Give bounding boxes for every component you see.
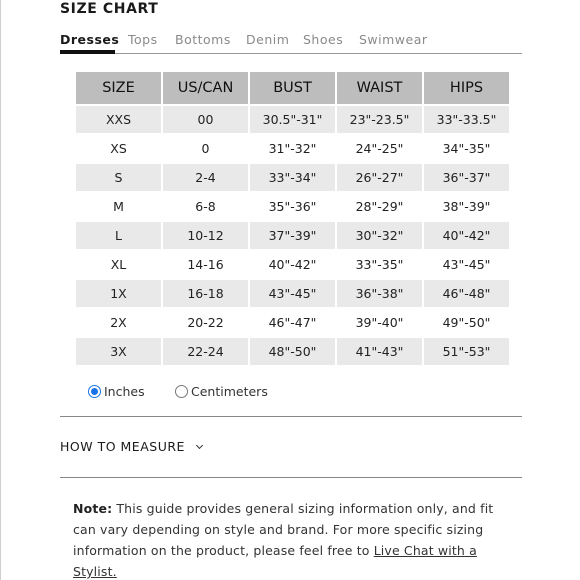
- table-cell: 35"-36": [250, 193, 335, 220]
- table-cell: 3X: [76, 338, 161, 365]
- table-cell: 34"-35": [424, 135, 509, 162]
- table-cell: 43"-45": [424, 251, 509, 278]
- size-chart-table: [74, 70, 511, 367]
- table-cell: 46"-47": [250, 309, 335, 336]
- sizing-note: [73, 498, 503, 580]
- table-cell: XXS: [76, 106, 161, 133]
- table-cell: 38"-39": [424, 193, 509, 220]
- table-cell: 30"-32": [337, 222, 422, 249]
- table-cell: L: [76, 222, 161, 249]
- live-chat-link[interactable]: Live Chat with a Stylist.: [73, 543, 477, 579]
- table-cell: 6-8: [163, 193, 248, 220]
- category-tabs: [60, 32, 522, 54]
- table-cell: 20-22: [163, 309, 248, 336]
- tab-denim[interactable]: Denim: [246, 32, 290, 47]
- table-cell: 49"-50": [424, 309, 509, 336]
- table-cell: 33"-34": [250, 164, 335, 191]
- table-row: [76, 135, 509, 162]
- table-cell: 16-18: [163, 280, 248, 307]
- table-cell: 00: [163, 106, 248, 133]
- table-row: [76, 222, 509, 249]
- table-cell: 23"-23.5": [337, 106, 422, 133]
- how-to-measure-label: HOW TO MEASURE: [60, 439, 185, 454]
- table-cell: 22-24: [163, 338, 248, 365]
- table-cell: 0: [163, 135, 248, 162]
- table-cell: 31"-32": [250, 135, 335, 162]
- table-cell: 28"-29": [337, 193, 422, 220]
- tab-bottoms[interactable]: Bottoms: [175, 32, 231, 47]
- table-cell: 48"-50": [250, 338, 335, 365]
- table-cell: 10-12: [163, 222, 248, 249]
- note-label: Note:: [73, 501, 113, 516]
- table-cell: 36"-38": [337, 280, 422, 307]
- table-row: [76, 251, 509, 278]
- table-cell: 36"-37": [424, 164, 509, 191]
- table-row: [76, 164, 509, 191]
- tab-shoes[interactable]: Shoes: [303, 32, 344, 47]
- divider: [60, 416, 522, 417]
- inches-label: Inches: [104, 384, 145, 399]
- centimeters-label: Centimeters: [191, 384, 268, 399]
- table-cell: 26"-27": [337, 164, 422, 191]
- table-row: [76, 338, 509, 365]
- active-tab-indicator: [60, 50, 115, 54]
- column-header-size: SIZE: [76, 72, 161, 104]
- inches-option[interactable]: [88, 384, 145, 399]
- table-header-row: [76, 72, 509, 104]
- table-cell: 37"-39": [250, 222, 335, 249]
- note-text: This guide provides general sizing information only, and fit can vary depending on style and brand. For more specific sizing information on the product, please feel free to: [73, 501, 494, 558]
- table-cell: XL: [76, 251, 161, 278]
- table-cell: 14-16: [163, 251, 248, 278]
- table-cell: 39"-40": [337, 309, 422, 336]
- table-cell: S: [76, 164, 161, 191]
- divider: [60, 477, 522, 478]
- table-cell: 30.5"-31": [250, 106, 335, 133]
- table-cell: XS: [76, 135, 161, 162]
- tab-dresses[interactable]: Dresses: [60, 32, 120, 47]
- table-row: [76, 193, 509, 220]
- centimeters-option[interactable]: [175, 384, 268, 399]
- inches-radio[interactable]: [88, 385, 101, 398]
- tab-tops[interactable]: Tops: [128, 32, 158, 47]
- table-cell: M: [76, 193, 161, 220]
- table-cell: 2X: [76, 309, 161, 336]
- table-cell: 24"-25": [337, 135, 422, 162]
- column-header-hips: HIPS: [424, 72, 509, 104]
- column-header-waist: WAIST: [337, 72, 422, 104]
- table-cell: 51"-53": [424, 338, 509, 365]
- page-title: SIZE CHART: [60, 1, 159, 17]
- table-cell: 33"-33.5": [424, 106, 509, 133]
- table-row: [76, 280, 509, 307]
- table-cell: 1X: [76, 280, 161, 307]
- tab-swimwear[interactable]: Swimwear: [359, 32, 428, 47]
- page-edge: [0, 0, 1, 580]
- table-row: [76, 106, 509, 133]
- table-cell: 41"-43": [337, 338, 422, 365]
- column-header-us-can: US/CAN: [163, 72, 248, 104]
- table-cell: 33"-35": [337, 251, 422, 278]
- centimeters-radio[interactable]: [175, 385, 188, 398]
- table-cell: 40"-42": [250, 251, 335, 278]
- table-row: [76, 309, 509, 336]
- column-header-bust: BUST: [250, 72, 335, 104]
- table-cell: 46"-48": [424, 280, 509, 307]
- chevron-down-icon: [196, 441, 203, 448]
- table-cell: 2-4: [163, 164, 248, 191]
- how-to-measure-toggle[interactable]: [60, 439, 202, 454]
- table-cell: 43"-45": [250, 280, 335, 307]
- table-cell: 40"-42": [424, 222, 509, 249]
